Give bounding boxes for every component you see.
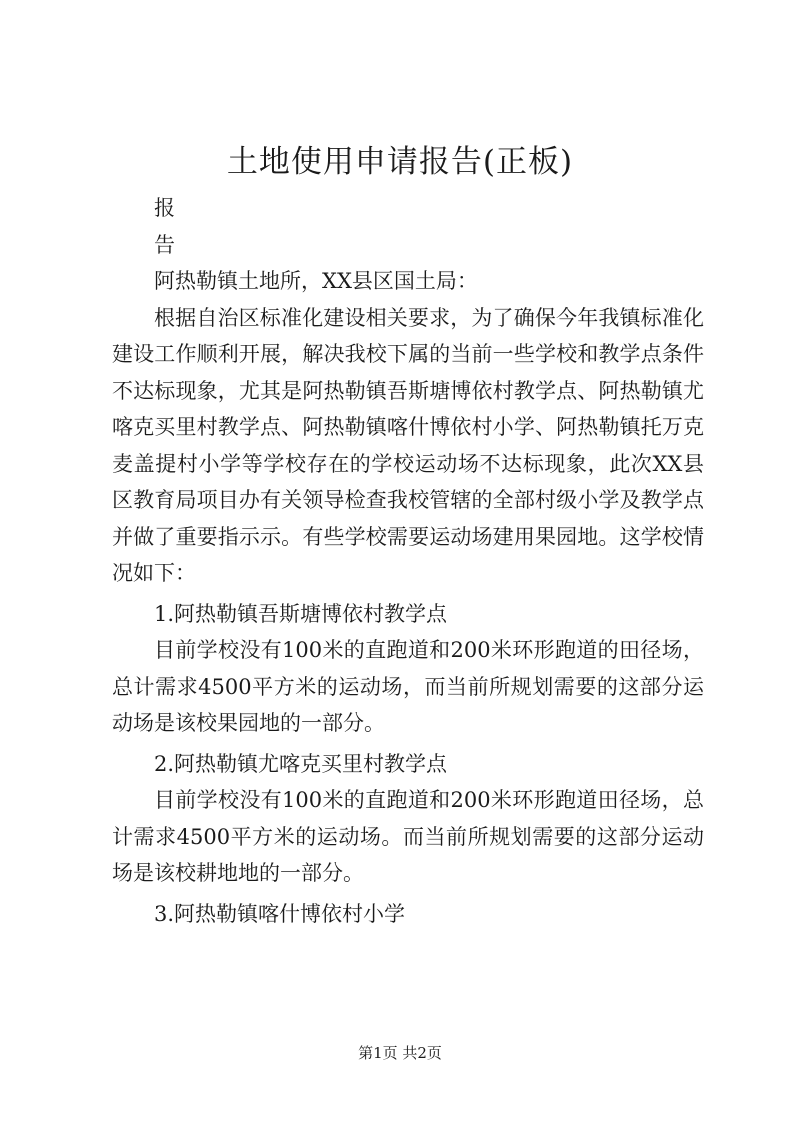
heading-line-2: 告 (154, 232, 175, 257)
item-2-body: 目前学校没有100米的直跑道和200米环形跑道田径场，总计需求4500平方米的运动场。而当前所规划需要的这部分运动场是该校耕地地的一部分。 (112, 788, 704, 885)
intro-paragraph: 根据自治区标准化建设相关要求，为了确保今年我镇标准化建设工作顺利开展，解决我校下属的当前一些学校和教学点条件不达标现象，尤其是阿热勒镇吾斯塘博依村教学点、阿热勒镇尤喀克买里村教学点、阿热勒镇喀什博依村小学、阿热勒镇托万克麦盖提村小学等学校存在的学校运动场不达标现象，此次XX县区教育局项目办有关领导检查我校管辖的全部村级小学及教学点并做了重要指示示。有些学校需要运动场建用果园地。这学校情况如下： (112, 305, 704, 585)
document-title: 土地使用申请报告(正板) (226, 144, 574, 180)
item-3-heading: 3.阿热勒镇喀什博依村小学 (154, 901, 406, 926)
item-1-heading: 1.阿热勒镇吾斯塘博依村教学点 (154, 601, 448, 626)
page-footer: 第1页 共2页 (358, 1044, 442, 1062)
document-body (112, 190, 704, 932)
item-1-body: 目前学校没有100米的直跑道和200米环形跑道的田径场，总计需求4500平方米的运动场，而当前所规划需要的这部分运动场是该校果园地的一部分。 (112, 638, 704, 735)
heading-line-1: 报 (154, 196, 175, 220)
item-2-heading: 2.阿热勒镇尤喀克买里村教学点 (154, 751, 448, 776)
recipient-line: 阿热勒镇土地所，XX县区国土局： (154, 269, 478, 293)
